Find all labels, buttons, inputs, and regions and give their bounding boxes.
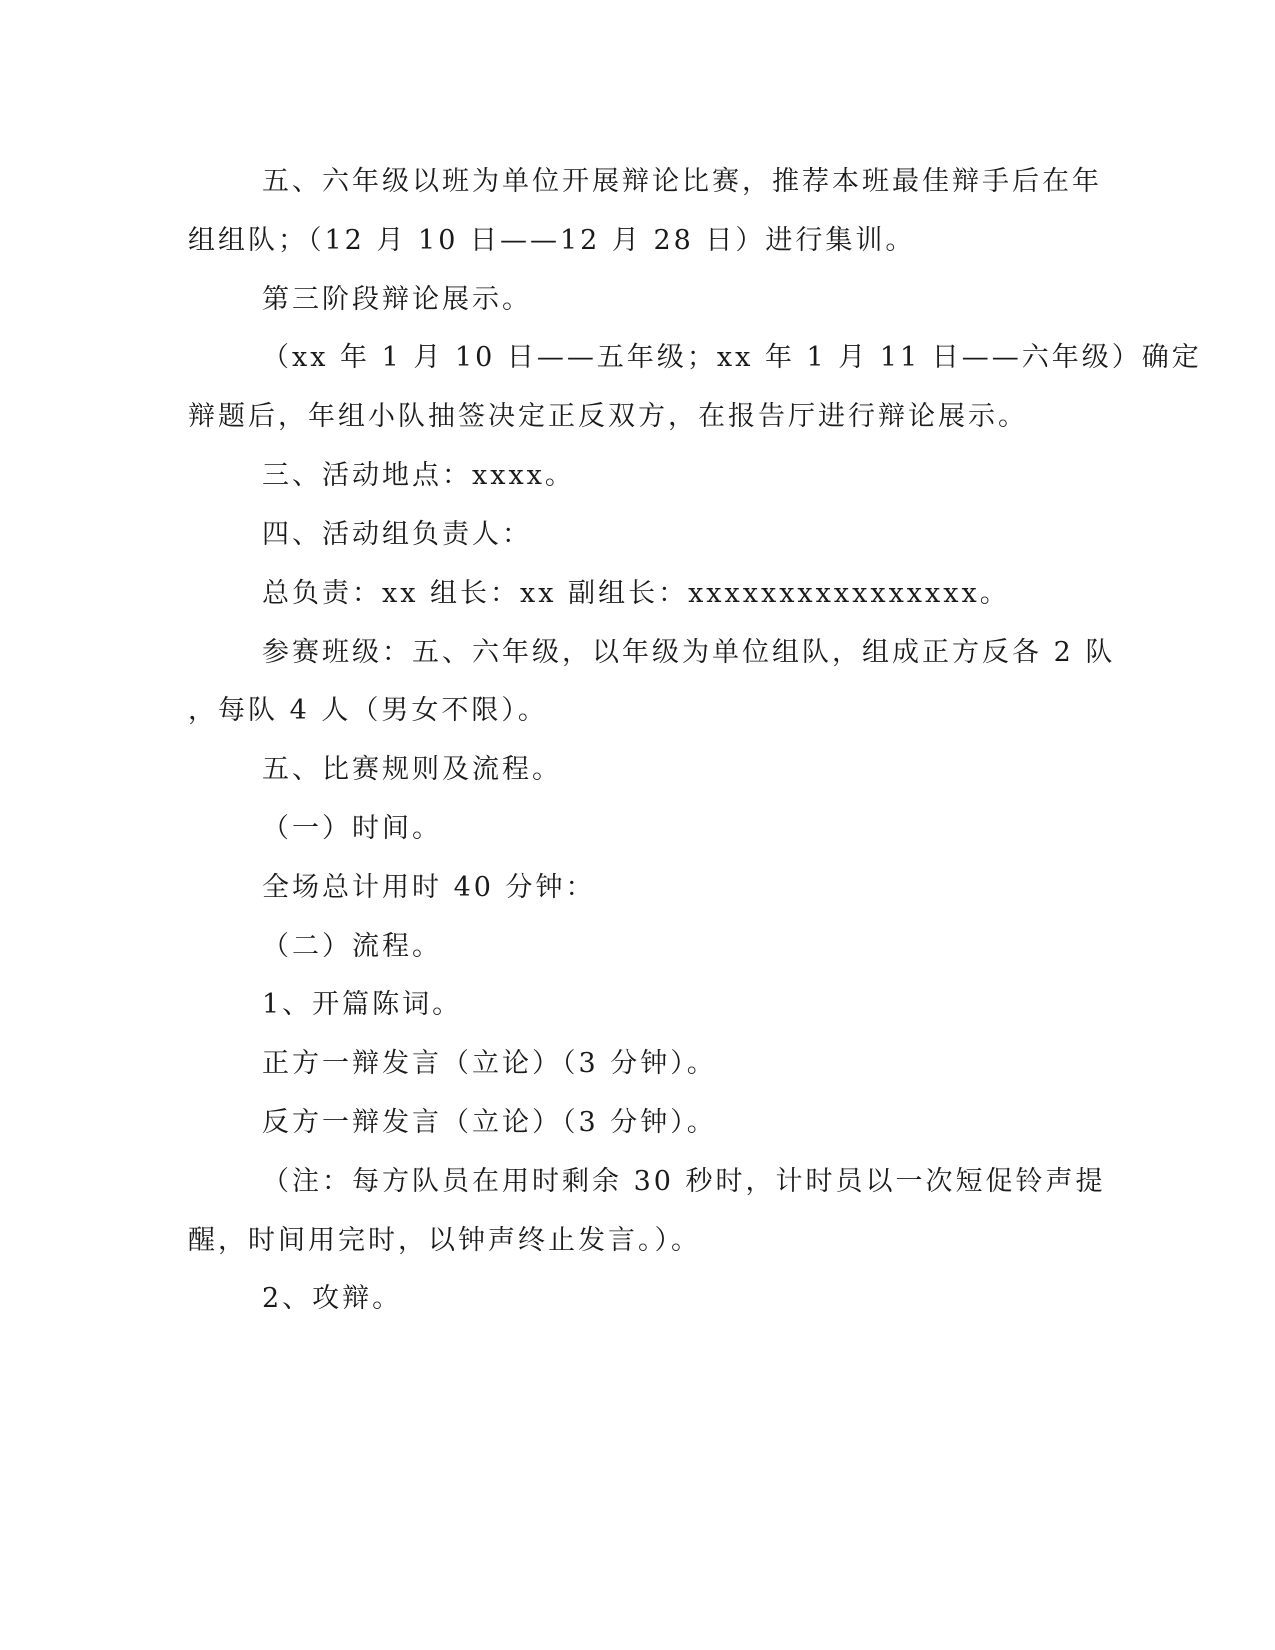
paragraph-line: （xx 年 1 月 10 日——五年级；xx 年 1 月 11 日——六年级）确定 (262, 342, 1202, 373)
subsection-heading: （二）流程。 (262, 931, 442, 962)
paragraph-line: 组组队；（12 月 10 日——12 月 28 日）进行集训。 (188, 225, 916, 256)
list-item: 2、攻辩。 (262, 1283, 403, 1314)
paragraph-line: 辩题后，年组小队抽签决定正反双方，在报告厅进行辩论展示。 (188, 401, 1028, 432)
paragraph-line: 五、六年级以班为单位开展辩论比赛，推荐本班最佳辩手后在年 (262, 166, 1102, 197)
section-heading: 四、活动组负责人： (262, 519, 532, 550)
paragraph-line: （注：每方队员在用时剩余 30 秒时，计时员以一次短促铃声提 (262, 1166, 1106, 1197)
paragraph-line: ，每队 4 人（男女不限）。 (188, 695, 548, 726)
section-heading: 三、活动地点：xxxx。 (262, 460, 575, 491)
subsection-heading: （一）时间。 (262, 813, 442, 844)
paragraph-line: 正方一辩发言（立论）（3 分钟）。 (262, 1048, 717, 1079)
paragraph-line: 醒，时间用完时，以钟声终止发言。）。 (188, 1225, 701, 1256)
section-heading: 第三阶段辩论展示。 (262, 284, 532, 315)
paragraph-line: 参赛班级：五、六年级，以年级为单位组队，组成正方反各 2 队 (262, 637, 1116, 668)
paragraph-line: 总负责：xx 组长：xx 副组长：xxxxxxxxxxxxxxxx。 (262, 578, 1010, 609)
list-item: 1、开篇陈词。 (262, 989, 463, 1020)
section-heading: 五、比赛规则及流程。 (262, 754, 562, 785)
paragraph-line: 全场总计用时 40 分钟： (262, 872, 596, 903)
paragraph-line: 反方一辩发言（立论）（3 分钟）。 (262, 1107, 717, 1138)
